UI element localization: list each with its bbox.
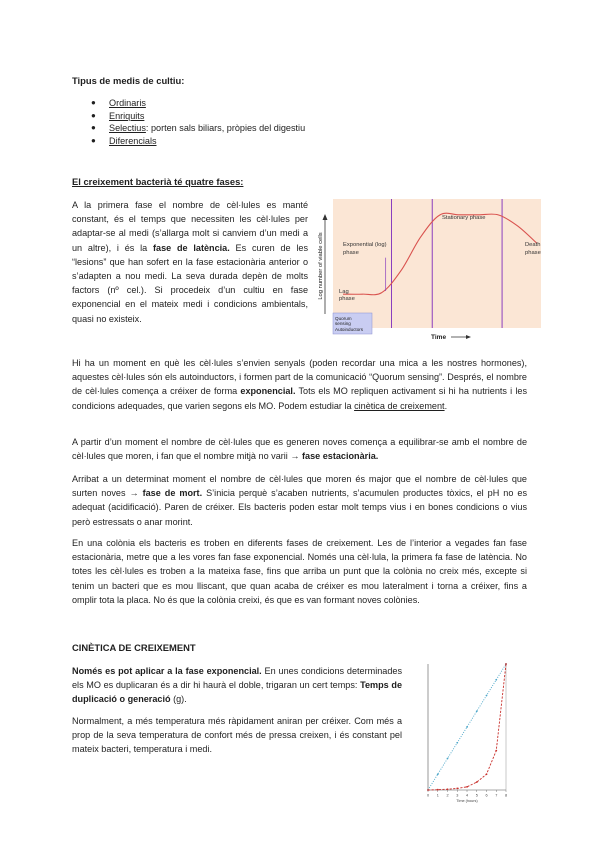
y-axis-label: Log number of viable cells [318,232,324,300]
data-point [437,773,439,775]
list-item: ● Selectius: porten sals biliars, pròpies del digestiu [91,122,491,135]
culture-media-heading: Tipus de medis de cultiu: [72,75,185,86]
x-tick-label: 6 [485,793,488,798]
data-point [486,773,488,775]
list-item: ● Diferencials [91,135,491,148]
data-point [495,679,497,681]
x-axis-label: Time (hours) [456,799,478,803]
x-tick-label: 2 [446,793,449,798]
annotation-text: Autoinductors [335,327,364,332]
kinetics-paragraph-2: Normalment, a més temperatura més ràpidament aniran per créixer. Com més a prop de la seva temperatura de confort més de pressa creixen, i és constant pel mateix bacteri, temperatura i medi. [72,716,402,755]
data-point [505,663,507,665]
phase-label-exponential: Exponential (log) [343,242,387,248]
lag-phase-paragraph: A la primera fase el nombre de cèl·lules es manté constant, és el temps que necessiten les cèl·lules per adaptar-se al medi (s’allarga molt si canviem d’un medi a un altre), i és la fase de latència. Es curen de les “lesions” que han sofert en la fase estacionària anterior o s’adapten a nou medi. La seva durada depèn de molts factors (nº cel.). Si procedeix d’un cultiu en fase exponencial en el mateix medi i condicions ambientals, quasi no existeix. [72,200,308,324]
x-tick-label: 8 [504,793,508,798]
exponential-phase-paragraph: Hi ha un moment en què les cèl·lules s’envien senyals (poden recordar una mica a les nostres hormones), aquestes cèl·lules són els autoinductors, i formen part de la comunicació “Quorum sensing”. Després, el nombre de cèl·lules comença a créixer de forma exponencial. Tots els MO repliquen activament si hi ha nutrients i les condicions adequades, que varien segons els MO. Podem estudiar la cinètica de creixement. [72,358,527,411]
phase-label-stationary: Stationary phase [442,215,486,221]
phase-label-death: Death [525,242,541,248]
data-point [456,788,458,790]
generation-time-chart [412,656,528,804]
colony-paragraph: En una colònia els bacteris es troben en diferents fases de creixement. Les de l’interior a vegades fan fase estacionària, metre que a les vores fan fase exponencial. Només una cèl·lula, la primera fa fase de latència. No totes les cèl·lules es troben a la mateixa fase, fins que arriba un punt que la colònia no creix més, excepte si tenim un bacteri que es mou lliscant, que quan acaba de créixer es mou lateralment i torna a créixer, fins a omplir tota la placa. No és que la colònia creixi, és que es van formant noves colònies. [72,538,527,605]
data-point [447,788,449,790]
death-phase-paragraph: Arribat a un determinat moment el nombre de cèl·lules que moren és major que el nombre de cèl·lules que surten noves → fase de mort. S’inicia perquè s’acaben nutrients, s’acumulen productes tòxics, el pH no es adequat (acidificació). Paren de créixer. Els bacteris poden estar molt temps vius i en bones condicions o vius però estressats o anar morint. [72,474,527,527]
x-tick-label: 0 [426,793,430,798]
data-point [486,695,488,697]
list-item: ● Ordinaris [91,97,491,110]
phase-label-death: phase [525,250,541,256]
y-axis-arrowhead [323,214,328,220]
data-point [495,750,497,752]
kinetics-heading: CINÈTICA DE CREIXEMENT [72,642,196,653]
kinetics-paragraph-1: Només es pot aplicar a la fase exponencial. En unes condicions determinades els MO es duplicaran és a dir hi haurà el doble, trigaran un cert temps: Temps de duplicació o generació (g). [72,666,403,705]
data-point [466,726,468,728]
phase-label-lag: phase [339,296,355,302]
annotation-text: sensing [335,321,351,326]
x-axis-label: Time [431,334,447,341]
growth-heading: El creixement bacterià té quatre fases: [72,176,244,187]
x-tick-label: 5 [475,793,478,798]
culture-media-list [91,97,491,147]
data-point [437,789,439,791]
data-point [476,781,478,783]
phase-label-exponential: phase [343,250,359,256]
growth-curve-chart [313,196,543,344]
data-point [476,710,478,712]
data-point [427,789,429,791]
x-tick-label: 7 [495,793,498,798]
x-axis-arrowhead [466,335,471,339]
x-tick-label: 4 [465,793,469,798]
stationary-phase-paragraph: A partir d’un moment el nombre de cèl·lules que es generen noves comença a equilibrar-se amb el nombre de cèl·lules que moren, i fan que el nombre mitjà no varii → fase estacionària. [72,437,527,462]
list-item: ● Enriquits [91,110,491,123]
chart-background [333,199,541,328]
data-point [456,742,458,744]
x-tick-label: 1 [436,793,439,798]
phase-label-lag: Lag [339,289,349,295]
annotation-text: Quorum [335,316,352,321]
data-point [466,786,468,788]
x-tick-label: 3 [456,793,459,798]
data-point [447,758,449,760]
